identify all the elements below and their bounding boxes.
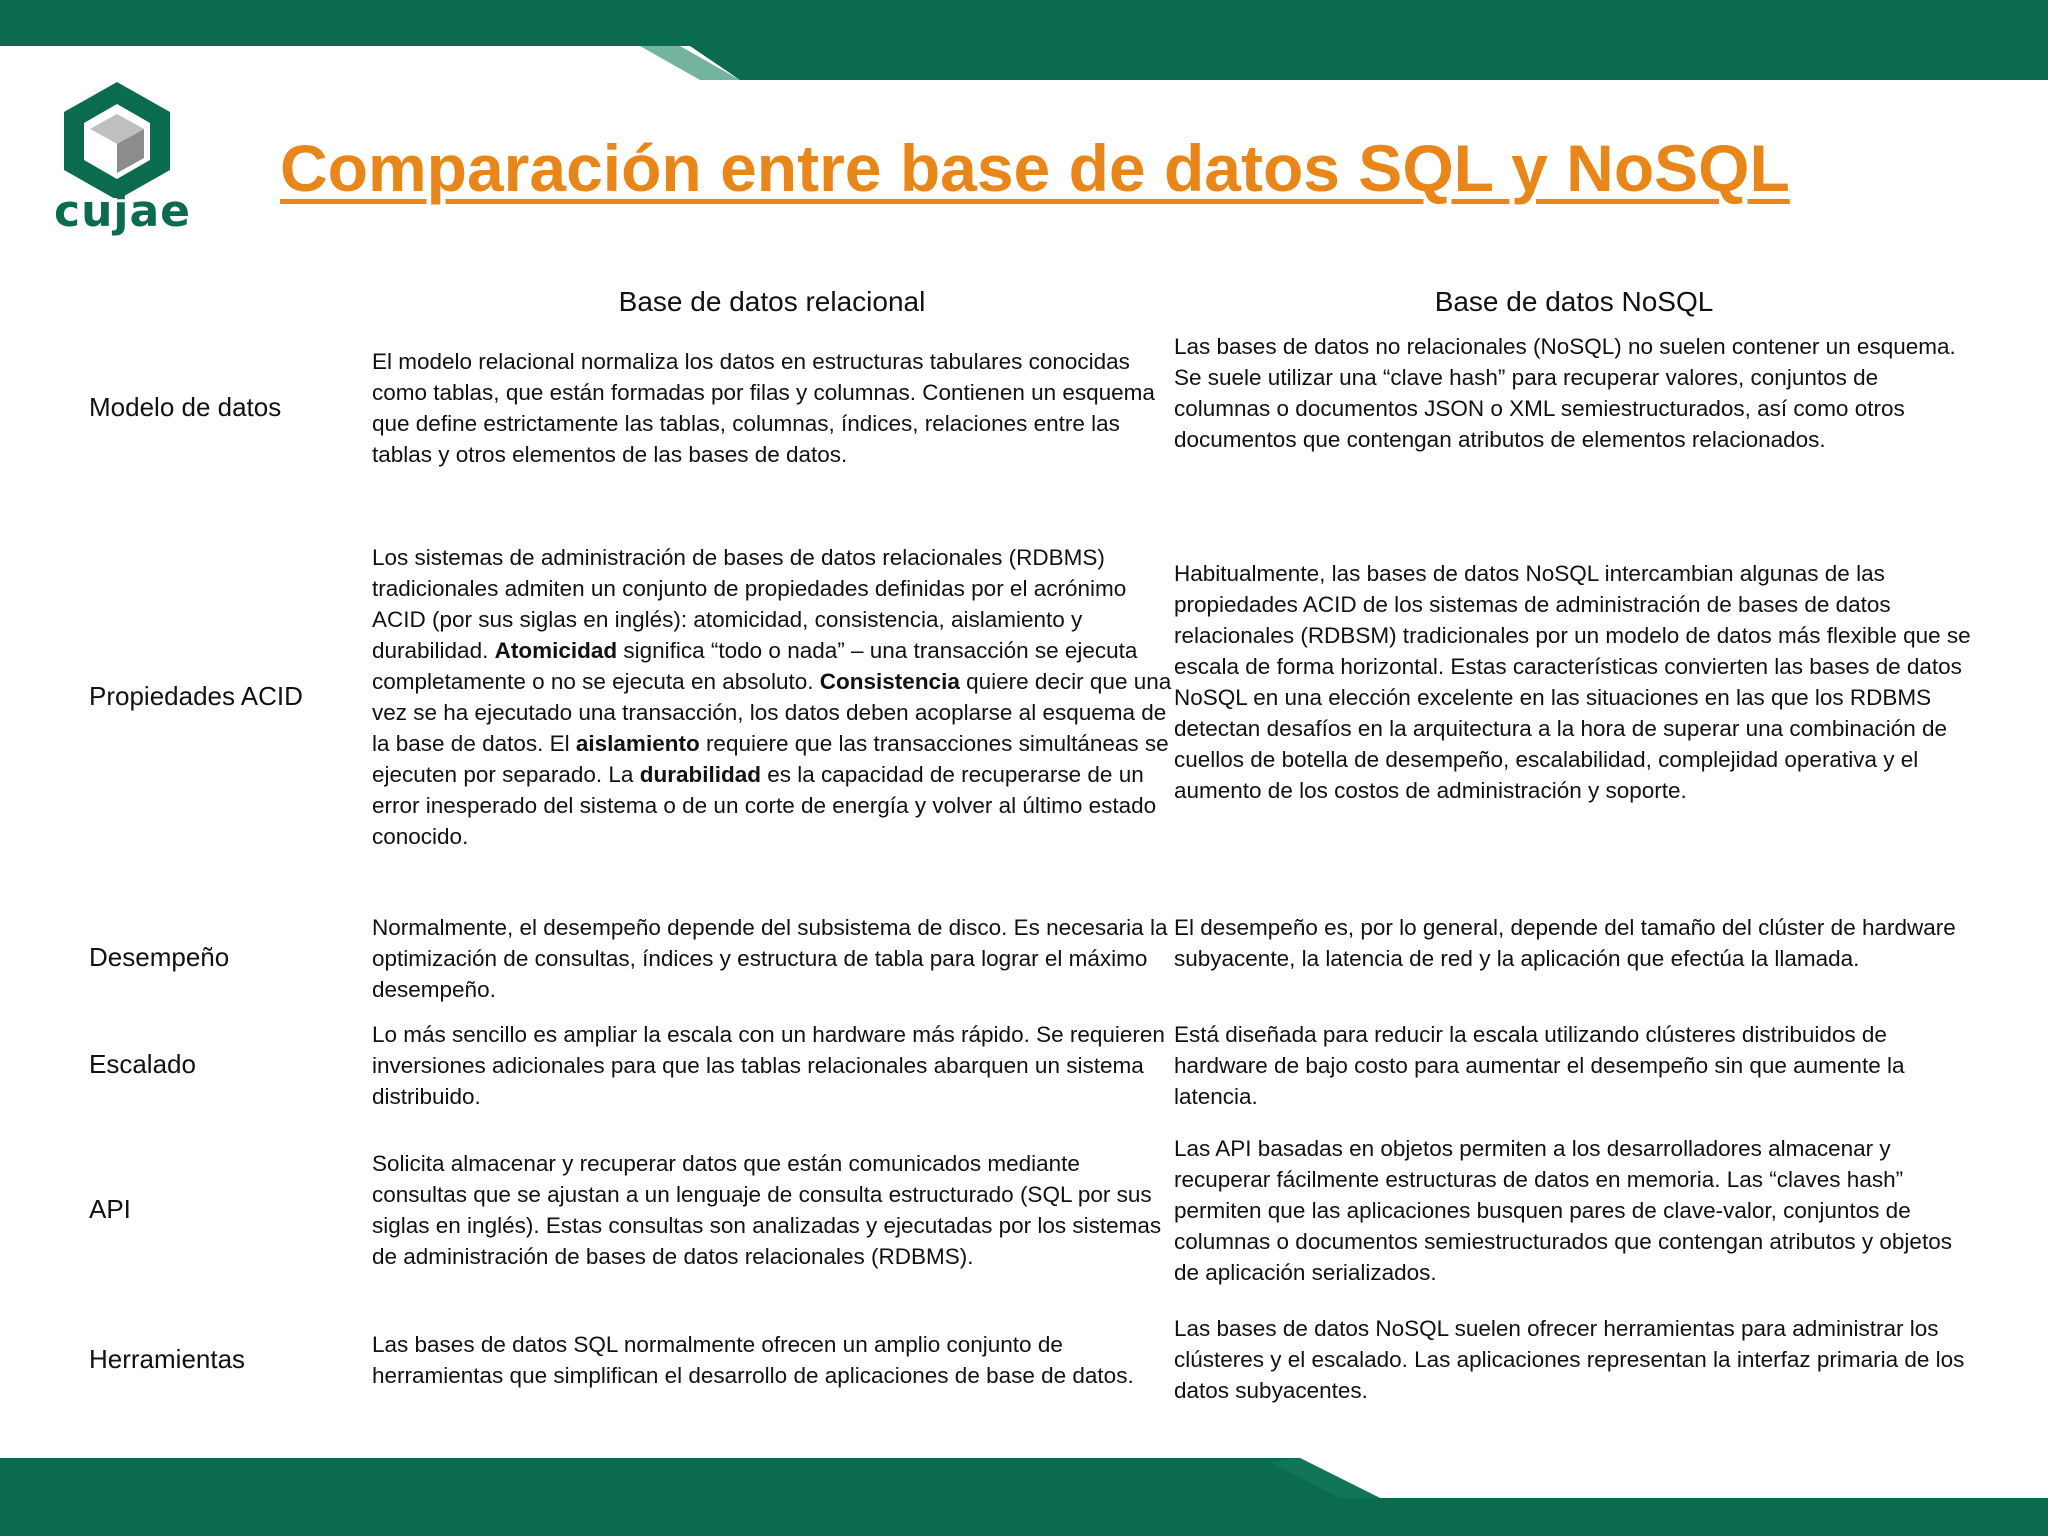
nosql-api: Las API basadas en objetos permiten a los desarrolladores almacenar y recuperar fácilmente estructuras de datos en memoria. Las “claves hash” permiten que las aplicaciones busquen pares de clave-valor, conjuntos de columnas o documentos semiestructurados que contengan atributos y objetos de aplicación serializados. [1174,1136,1952,1285]
bottom-footer-band [0,1448,2048,1536]
relational-escalado: Lo más sencillo es ampliar la escala con un hardware más rápido. Se requieren inversiones adicionales para que las tablas relacionales abarquen un sistema distribuido. [372,1022,1165,1109]
relational-herramientas: Las bases de datos SQL normalmente ofrecen un amplio conjunto de herramientas que simplifican el desarrollo de aplicaciones de base de datos. [372,1332,1134,1388]
acid-text-durabilidad: es la capacidad de recuperarse de un error inesperado del sistema o de un corte de energía y volver al último estado conocido. [372,762,1157,849]
nosql-herramientas: Las bases de datos NoSQL suelen ofrecer herramientas para administrar los clústeres y el escalado. Las aplicaciones representan la interfaz primaria de los datos subyacentes. [1174,1316,1965,1403]
column-header-relational: Base de datos relacional [618,286,926,317]
relational-propiedades-acid [372,542,1172,852]
top-header-band [0,0,2048,80]
acid-term-consistencia: Consistencia [819,669,960,694]
relational-desempeno: Normalmente, el desempeño depende del subsistema de disco. Es necesaria la optimización de consultas, índices y estructura de tabla para lograr el máximo desempeño. [372,915,1168,1002]
row-label-escalado: Escalado [89,1049,196,1079]
relational-modelo-de-datos: El modelo relacional normaliza los datos en estructuras tabulares conocidas como tablas, que están formadas por filas y columnas. Contienen un esquema que define estrictamente las tablas, columnas, índices, relaciones entre las tablas y otros elementos de las bases de datos. [372,349,1155,467]
acid-intro-text: Los sistemas de administración de bases de datos relacionales (RDBMS) tradicionales admiten un conjunto de propiedades definidas por el acrónimo ACID (por sus siglas en inglés): atomicidad, consistencia, aislamiento y durabilidad. [372,545,1127,663]
nosql-desempeno: El desempeño es, por lo general, depende del tamaño del clúster de hardware subyacente, la latencia de red y la aplicación que efectúa la llamada. [1174,915,1956,971]
acid-text-consistencia: quiere decir que una vez se ha ejecutado una transacción, los datos deben acoplarse al esquema de la base de datos. El [372,669,1172,756]
acid-term-atomicidad: Atomicidad [494,638,618,663]
cujae-logo-icon [52,78,182,198]
page-title: Comparación entre base de datos SQL y NoSQL [280,131,1790,205]
nosql-propiedades-acid: Habitualmente, las bases de datos NoSQL intercambian algunas de las propiedades ACID de los sistemas de administración de bases de datos relacionales (RDBSM) tradicionales por un modelo de datos más flexible que se escala de forma horizontal. Estas características convierten las bases de datos NoSQL en una elección excelente en las situaciones en las que los RDBMS detectan desafíos en la arquitectura a la hora de superar una combinación de cuellos de botella de desempeño, escalabilidad, complejidad operativa y el aumento de los costos de administración y soporte. [1174,561,1971,803]
nosql-escalado: Está diseñada para reducir la escala utilizando clústeres distribuidos de hardware de bajo costo para aumentar el desempeño sin que aumente la latencia. [1174,1022,1905,1109]
logo-text: cujae [54,186,192,237]
acid-text-atomicidad: significa “todo o nada” – una transacción se ejecuta completamente o no se ejecuta en absoluto. [372,638,1138,694]
column-header-nosql: Base de datos NoSQL [1434,286,1714,317]
row-label-desempeno: Desempeño [89,942,230,972]
relational-api: Solicita almacenar y recuperar datos que están comunicados mediante consultas que se ajustan a un lenguaje de consulta estructurado (SQL por sus siglas en inglés). Estas consultas son analizadas y ejecutadas por los sistemas de administración de bases de datos relacionales (RDBMS). [372,1151,1162,1269]
row-label-modelo-de-datos: Modelo de datos [89,392,282,422]
acid-term-aislamiento: aislamiento [575,731,700,756]
acid-term-durabilidad: durabilidad [639,762,761,787]
row-label-herramientas: Herramientas [89,1344,246,1374]
row-label-api: API [89,1194,131,1224]
row-label-propiedades-acid: Propiedades ACID [89,681,303,711]
nosql-modelo-de-datos: Las bases de datos no relacionales (NoSQL) no suelen contener un esquema. Se suele utilizar una “clave hash” para recuperar valores, conjuntos de columnas o documentos JSON o XML semiestructurados, así como otros documentos que contengan atributos de elementos relacionados. [1174,334,1956,452]
acid-text-aislamiento: requiere que las transacciones simultáneas se ejecuten por separado. La [372,731,1169,787]
